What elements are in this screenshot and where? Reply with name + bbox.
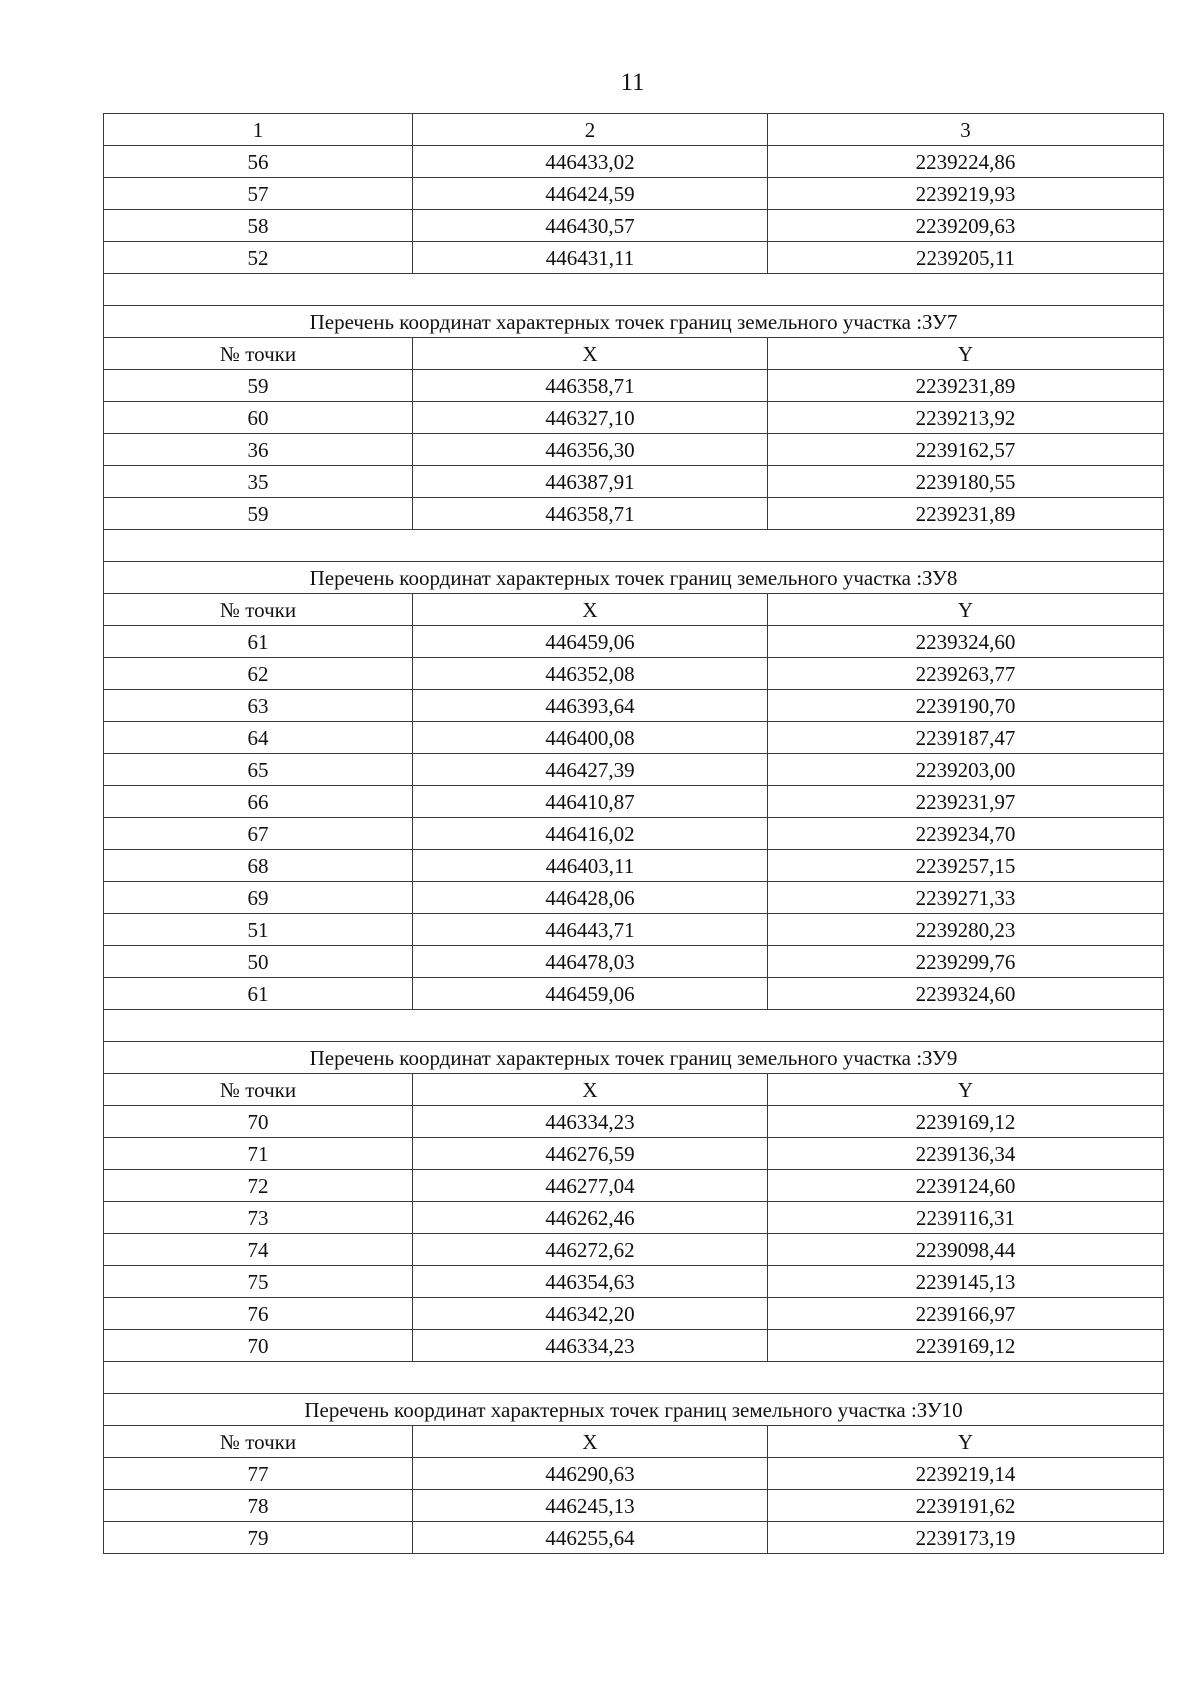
table-cell: 446262,46: [413, 1202, 768, 1234]
table-cell: 446334,23: [413, 1106, 768, 1138]
table-cell: 2239173,19: [768, 1522, 1164, 1554]
table-cell: 36: [104, 434, 413, 466]
spacer-cell: [104, 274, 1164, 306]
table-cell: 2239263,77: [768, 658, 1164, 690]
table-cell: 76: [104, 1298, 413, 1330]
table-cell: № точки: [104, 338, 413, 370]
table-row: [104, 434, 1164, 466]
table-cell: 78: [104, 1490, 413, 1522]
table-row: [104, 626, 1164, 658]
table-row: [104, 1202, 1164, 1234]
table-cell: 2: [413, 114, 768, 146]
table-row: [104, 946, 1164, 978]
table-cell: 75: [104, 1266, 413, 1298]
table-cell: 2239187,47: [768, 722, 1164, 754]
table-cell: 35: [104, 466, 413, 498]
table-cell: 65: [104, 754, 413, 786]
table-cell: № точки: [104, 1074, 413, 1106]
table-cell: Y: [768, 594, 1164, 626]
table-cell: 3: [768, 114, 1164, 146]
table-row: [104, 1234, 1164, 1266]
table-row: [104, 210, 1164, 242]
spacer-cell: [104, 1010, 1164, 1042]
section-title: Перечень координат характерных точек границ земельного участка :ЗУ7: [104, 306, 1164, 338]
table-cell: 2239224,86: [768, 146, 1164, 178]
table-row: [104, 914, 1164, 946]
table-cell: 2239280,23: [768, 914, 1164, 946]
section-title: Перечень координат характерных точек границ земельного участка :ЗУ9: [104, 1042, 1164, 1074]
spacer-row: [104, 1362, 1164, 1394]
table-cell: 446358,71: [413, 370, 768, 402]
spacer-row: [104, 274, 1164, 306]
table-cell: 2239180,55: [768, 466, 1164, 498]
table-cell: 2239231,89: [768, 370, 1164, 402]
table-cell: 446416,02: [413, 818, 768, 850]
table-cell: X: [413, 338, 768, 370]
table-cell: 446428,06: [413, 882, 768, 914]
table-cell: X: [413, 1074, 768, 1106]
table-row: [104, 402, 1164, 434]
table-cell: 70: [104, 1330, 413, 1362]
table-cell: 51: [104, 914, 413, 946]
table-row: [104, 1458, 1164, 1490]
table-cell: 446255,64: [413, 1522, 768, 1554]
table-cell: 2239219,93: [768, 178, 1164, 210]
table-cell: 446430,57: [413, 210, 768, 242]
column-header-row: [104, 338, 1164, 370]
table-row: [104, 498, 1164, 530]
column-header-row: [104, 594, 1164, 626]
table-cell: 446424,59: [413, 178, 768, 210]
table-cell: 79: [104, 1522, 413, 1554]
table-cell: 66: [104, 786, 413, 818]
table-row: [104, 1298, 1164, 1330]
table-cell: 446334,23: [413, 1330, 768, 1362]
spacer-cell: [104, 1362, 1164, 1394]
table-row: [104, 882, 1164, 914]
table-cell: 2239231,97: [768, 786, 1164, 818]
table-cell: 2239205,11: [768, 242, 1164, 274]
table-cell: 61: [104, 978, 413, 1010]
table-cell: 60: [104, 402, 413, 434]
spacer-row: [104, 1010, 1164, 1042]
table-cell: Y: [768, 1074, 1164, 1106]
table-cell: 61: [104, 626, 413, 658]
table-cell: 71: [104, 1138, 413, 1170]
table-row: [104, 850, 1164, 882]
section-title-row: [104, 306, 1164, 338]
table-cell: 2239162,57: [768, 434, 1164, 466]
table-cell: 2239324,60: [768, 978, 1164, 1010]
table-cell: 62: [104, 658, 413, 690]
table-cell: 446459,06: [413, 626, 768, 658]
table-cell: 446358,71: [413, 498, 768, 530]
table-cell: 69: [104, 882, 413, 914]
table-row: [104, 146, 1164, 178]
table-row: [104, 754, 1164, 786]
table-cell: 2239169,12: [768, 1106, 1164, 1138]
table-cell: 73: [104, 1202, 413, 1234]
table-cell: X: [413, 1426, 768, 1458]
table-cell: 2239136,34: [768, 1138, 1164, 1170]
table-cell: X: [413, 594, 768, 626]
table-cell: 446272,62: [413, 1234, 768, 1266]
table-cell: 59: [104, 498, 413, 530]
table-cell: 446410,87: [413, 786, 768, 818]
table-row: [104, 1490, 1164, 1522]
table-cell: 446443,71: [413, 914, 768, 946]
table-cell: 446459,06: [413, 978, 768, 1010]
column-number-row: [104, 114, 1164, 146]
table-cell: 2239116,31: [768, 1202, 1164, 1234]
table-cell: 67: [104, 818, 413, 850]
table-cell: 70: [104, 1106, 413, 1138]
table-cell: 446478,03: [413, 946, 768, 978]
table-row: [104, 178, 1164, 210]
table-cell: 2239209,63: [768, 210, 1164, 242]
table-row: [104, 978, 1164, 1010]
table-cell: 59: [104, 370, 413, 402]
table-cell: 50: [104, 946, 413, 978]
table-cell: 2239299,76: [768, 946, 1164, 978]
table-cell: 2239231,89: [768, 498, 1164, 530]
table-cell: 2239191,62: [768, 1490, 1164, 1522]
column-header-row: [104, 1426, 1164, 1458]
table-cell: 2239234,70: [768, 818, 1164, 850]
table-row: [104, 818, 1164, 850]
coordinates-table: [103, 113, 1164, 1554]
table-row: [104, 1266, 1164, 1298]
column-header-row: [104, 1074, 1164, 1106]
table-row: [104, 658, 1164, 690]
table-cell: 64: [104, 722, 413, 754]
table-row: [104, 242, 1164, 274]
table-row: [104, 370, 1164, 402]
table-cell: 2239124,60: [768, 1170, 1164, 1202]
table-cell: 56: [104, 146, 413, 178]
table-cell: 446403,11: [413, 850, 768, 882]
table-cell: 52: [104, 242, 413, 274]
table-cell: 446393,64: [413, 690, 768, 722]
table-cell: 63: [104, 690, 413, 722]
table-cell: 446433,02: [413, 146, 768, 178]
table-cell: 2239324,60: [768, 626, 1164, 658]
table-cell: 57: [104, 178, 413, 210]
table-cell: 2239166,97: [768, 1298, 1164, 1330]
table-cell: 446276,59: [413, 1138, 768, 1170]
table-cell: 446354,63: [413, 1266, 768, 1298]
table-row: [104, 1522, 1164, 1554]
table-cell: 74: [104, 1234, 413, 1266]
table-cell: 446277,04: [413, 1170, 768, 1202]
table-cell: 446400,08: [413, 722, 768, 754]
table-cell: 2239098,44: [768, 1234, 1164, 1266]
table-row: [104, 722, 1164, 754]
table-cell: Y: [768, 1426, 1164, 1458]
table-cell: 446431,11: [413, 242, 768, 274]
table-row: [104, 1330, 1164, 1362]
table-cell: № точки: [104, 594, 413, 626]
table-row: [104, 1170, 1164, 1202]
table-row: [104, 690, 1164, 722]
table-cell: 2239169,12: [768, 1330, 1164, 1362]
table-cell: 72: [104, 1170, 413, 1202]
table-cell: 446427,39: [413, 754, 768, 786]
table-cell: 446290,63: [413, 1458, 768, 1490]
table-cell: 446327,10: [413, 402, 768, 434]
section-title: Перечень координат характерных точек границ земельного участка :ЗУ8: [104, 562, 1164, 594]
table-cell: 446342,20: [413, 1298, 768, 1330]
section-title-row: [104, 562, 1164, 594]
section-title-row: [104, 1394, 1164, 1426]
table-cell: 2239257,15: [768, 850, 1164, 882]
table-cell: 2239203,00: [768, 754, 1164, 786]
table-row: [104, 1106, 1164, 1138]
page-number: 11: [620, 69, 645, 96]
table-row: [104, 786, 1164, 818]
spacer-row: [104, 530, 1164, 562]
table-cell: 1: [104, 114, 413, 146]
table-cell: 2239271,33: [768, 882, 1164, 914]
table-cell: 68: [104, 850, 413, 882]
table-row: [104, 466, 1164, 498]
table-row: [104, 1138, 1164, 1170]
spacer-cell: [104, 530, 1164, 562]
table-cell: Y: [768, 338, 1164, 370]
table-cell: № точки: [104, 1426, 413, 1458]
coordinates-table-body: [104, 114, 1164, 1554]
table-cell: 58: [104, 210, 413, 242]
table-cell: 446352,08: [413, 658, 768, 690]
table-cell: 446356,30: [413, 434, 768, 466]
table-cell: 2239213,92: [768, 402, 1164, 434]
section-title-row: [104, 1042, 1164, 1074]
table-cell: 77: [104, 1458, 413, 1490]
table-cell: 2239145,13: [768, 1266, 1164, 1298]
table-cell: 446387,91: [413, 466, 768, 498]
table-cell: 2239190,70: [768, 690, 1164, 722]
table-cell: 446245,13: [413, 1490, 768, 1522]
table-cell: 2239219,14: [768, 1458, 1164, 1490]
section-title: Перечень координат характерных точек границ земельного участка :ЗУ10: [104, 1394, 1164, 1426]
